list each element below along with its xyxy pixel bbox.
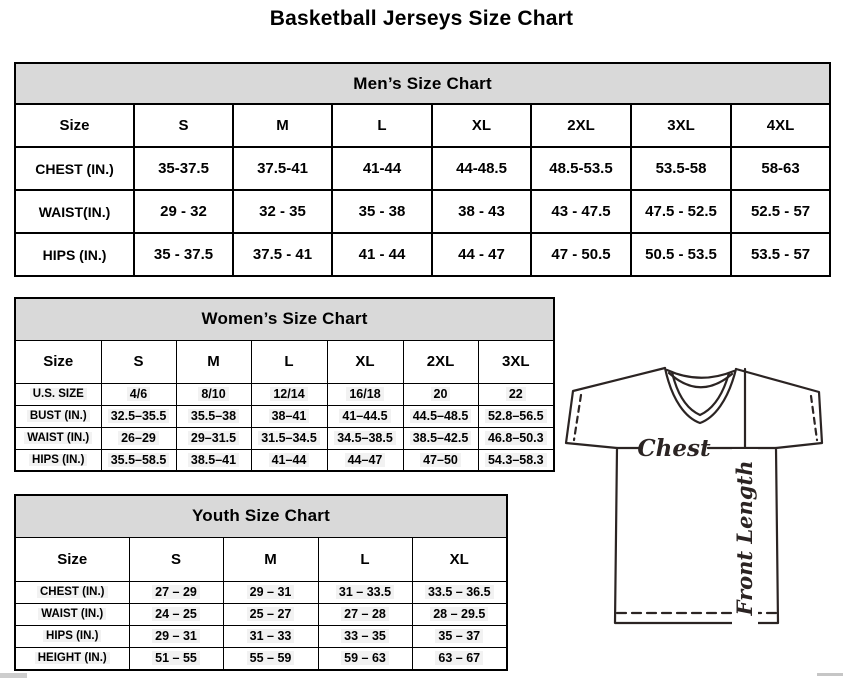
value-cell: 31.5–34.5 bbox=[251, 427, 327, 449]
size-header-row bbox=[15, 340, 554, 383]
value-cell: 24 – 25 bbox=[129, 603, 223, 625]
value-cell: 33 – 35 bbox=[318, 625, 412, 647]
size-cell: S bbox=[101, 340, 176, 383]
size-col-header: Size bbox=[15, 104, 134, 147]
value-cell: 32 - 35 bbox=[233, 190, 332, 233]
size-cell: M bbox=[176, 340, 251, 383]
value-cell: 44.5–48.5 bbox=[403, 405, 478, 427]
value-cell: 31 – 33 bbox=[223, 625, 318, 647]
value-cell: 35 - 38 bbox=[332, 190, 432, 233]
value-cell: 41–44.5 bbox=[327, 405, 403, 427]
value-cell: 29 – 31 bbox=[223, 581, 318, 603]
value-cell: 46.8–50.3 bbox=[478, 427, 554, 449]
table-row bbox=[15, 581, 507, 603]
collar-arc-outer bbox=[667, 370, 734, 378]
table-header-row bbox=[15, 495, 507, 537]
value-cell: 31 – 33.5 bbox=[318, 581, 412, 603]
size-col-header: Size bbox=[15, 340, 101, 383]
table-row bbox=[15, 147, 830, 190]
youth-table-title: Youth Size Chart bbox=[15, 495, 507, 537]
value-cell: 48.5-53.5 bbox=[531, 147, 631, 190]
row-label: HIPS (IN.) bbox=[15, 233, 134, 276]
size-cell: 4XL bbox=[731, 104, 830, 147]
value-cell: 44-48.5 bbox=[432, 147, 531, 190]
size-cell: XL bbox=[412, 537, 507, 581]
table-row bbox=[15, 427, 554, 449]
page-title: Basketball Jerseys Size Chart bbox=[269, 7, 574, 30]
mens-size-table bbox=[14, 62, 831, 277]
size-cell: 3XL bbox=[631, 104, 731, 147]
value-cell: 44–47 bbox=[327, 449, 403, 471]
left-cuff-dashed-line bbox=[574, 395, 581, 440]
table-row bbox=[15, 383, 554, 405]
size-cell: L bbox=[251, 340, 327, 383]
row-label: CHEST (IN.) bbox=[15, 581, 129, 603]
value-cell: 22 bbox=[478, 383, 554, 405]
size-cell: L bbox=[332, 104, 432, 147]
table-header-row bbox=[15, 298, 554, 340]
table-row bbox=[15, 233, 830, 276]
table-row bbox=[15, 449, 554, 471]
value-cell: 32.5–35.5 bbox=[101, 405, 176, 427]
size-cell: 2XL bbox=[531, 104, 631, 147]
womens-size-table bbox=[14, 297, 555, 472]
row-label: HIPS (IN.) bbox=[15, 625, 129, 647]
row-label: WAIST (IN.) bbox=[15, 427, 101, 449]
size-header-row bbox=[15, 537, 507, 581]
row-label: U.S. SIZE bbox=[15, 383, 101, 405]
size-cell: XL bbox=[432, 104, 531, 147]
row-label: HIPS (IN.) bbox=[15, 449, 101, 471]
value-cell: 27 – 28 bbox=[318, 603, 412, 625]
value-cell: 59 – 63 bbox=[318, 647, 412, 670]
value-cell: 35.5–58.5 bbox=[101, 449, 176, 471]
value-cell: 44 - 47 bbox=[432, 233, 531, 276]
value-cell: 35-37.5 bbox=[134, 147, 233, 190]
value-cell: 55 – 59 bbox=[223, 647, 318, 670]
value-cell: 47.5 - 52.5 bbox=[631, 190, 731, 233]
value-cell: 53.5 - 57 bbox=[731, 233, 830, 276]
value-cell: 28 – 29.5 bbox=[412, 603, 507, 625]
value-cell: 52.5 - 57 bbox=[731, 190, 830, 233]
value-cell: 26–29 bbox=[101, 427, 176, 449]
womens-table-title: Women’s Size Chart bbox=[15, 298, 554, 340]
scrollbar-fragment-left bbox=[0, 673, 27, 678]
size-col-header: Size bbox=[15, 537, 129, 581]
size-header-row bbox=[15, 104, 830, 147]
table-row bbox=[15, 647, 507, 670]
value-cell: 25 – 27 bbox=[223, 603, 318, 625]
front-length-label: Front Length bbox=[732, 460, 757, 616]
value-cell: 47 - 50.5 bbox=[531, 233, 631, 276]
value-cell: 20 bbox=[403, 383, 478, 405]
size-cell: S bbox=[134, 104, 233, 147]
table-row bbox=[15, 625, 507, 647]
value-cell: 37.5-41 bbox=[233, 147, 332, 190]
value-cell: 58-63 bbox=[731, 147, 830, 190]
jersey-measurement-diagram bbox=[560, 361, 826, 629]
value-cell: 4/6 bbox=[101, 383, 176, 405]
value-cell: 29 - 32 bbox=[134, 190, 233, 233]
size-cell: 2XL bbox=[403, 340, 478, 383]
size-cell: XL bbox=[327, 340, 403, 383]
size-cell: S bbox=[129, 537, 223, 581]
table-row bbox=[15, 603, 507, 625]
row-label: HEIGHT (IN.) bbox=[15, 647, 129, 670]
value-cell: 51 – 55 bbox=[129, 647, 223, 670]
value-cell: 12/14 bbox=[251, 383, 327, 405]
table-row bbox=[15, 190, 830, 233]
size-cell: M bbox=[233, 104, 332, 147]
size-cell: L bbox=[318, 537, 412, 581]
table-row bbox=[15, 405, 554, 427]
row-label: BUST (IN.) bbox=[15, 405, 101, 427]
size-cell: M bbox=[223, 537, 318, 581]
value-cell: 37.5 - 41 bbox=[233, 233, 332, 276]
value-cell: 35 - 37.5 bbox=[134, 233, 233, 276]
value-cell: 38.5–42.5 bbox=[403, 427, 478, 449]
value-cell: 38.5–41 bbox=[176, 449, 251, 471]
table-header-row bbox=[15, 63, 830, 104]
row-label: CHEST (IN.) bbox=[15, 147, 134, 190]
row-label: WAIST (IN.) bbox=[15, 603, 129, 625]
chest-label: Chest bbox=[637, 435, 711, 462]
row-label: WAIST(IN.) bbox=[15, 190, 134, 233]
value-cell: 41 - 44 bbox=[332, 233, 432, 276]
value-cell: 41–44 bbox=[251, 449, 327, 471]
value-cell: 47–50 bbox=[403, 449, 478, 471]
value-cell: 54.3–58.3 bbox=[478, 449, 554, 471]
value-cell: 35 – 37 bbox=[412, 625, 507, 647]
jersey-outline bbox=[566, 368, 822, 623]
value-cell: 53.5-58 bbox=[631, 147, 731, 190]
value-cell: 38–41 bbox=[251, 405, 327, 427]
value-cell: 29–31.5 bbox=[176, 427, 251, 449]
value-cell: 63 – 67 bbox=[412, 647, 507, 670]
value-cell: 43 - 47.5 bbox=[531, 190, 631, 233]
scrollbar-fragment-right bbox=[817, 673, 843, 676]
value-cell: 34.5–38.5 bbox=[327, 427, 403, 449]
mens-table-title: Men’s Size Chart bbox=[15, 63, 830, 104]
right-cuff-dashed-line bbox=[811, 396, 817, 440]
value-cell: 8/10 bbox=[176, 383, 251, 405]
youth-size-table bbox=[14, 494, 508, 671]
value-cell: 41-44 bbox=[332, 147, 432, 190]
value-cell: 38 - 43 bbox=[432, 190, 531, 233]
value-cell: 27 – 29 bbox=[129, 581, 223, 603]
size-cell: 3XL bbox=[478, 340, 554, 383]
value-cell: 52.8–56.5 bbox=[478, 405, 554, 427]
value-cell: 33.5 – 36.5 bbox=[412, 581, 507, 603]
value-cell: 16/18 bbox=[327, 383, 403, 405]
value-cell: 29 – 31 bbox=[129, 625, 223, 647]
value-cell: 35.5–38 bbox=[176, 405, 251, 427]
value-cell: 50.5 - 53.5 bbox=[631, 233, 731, 276]
